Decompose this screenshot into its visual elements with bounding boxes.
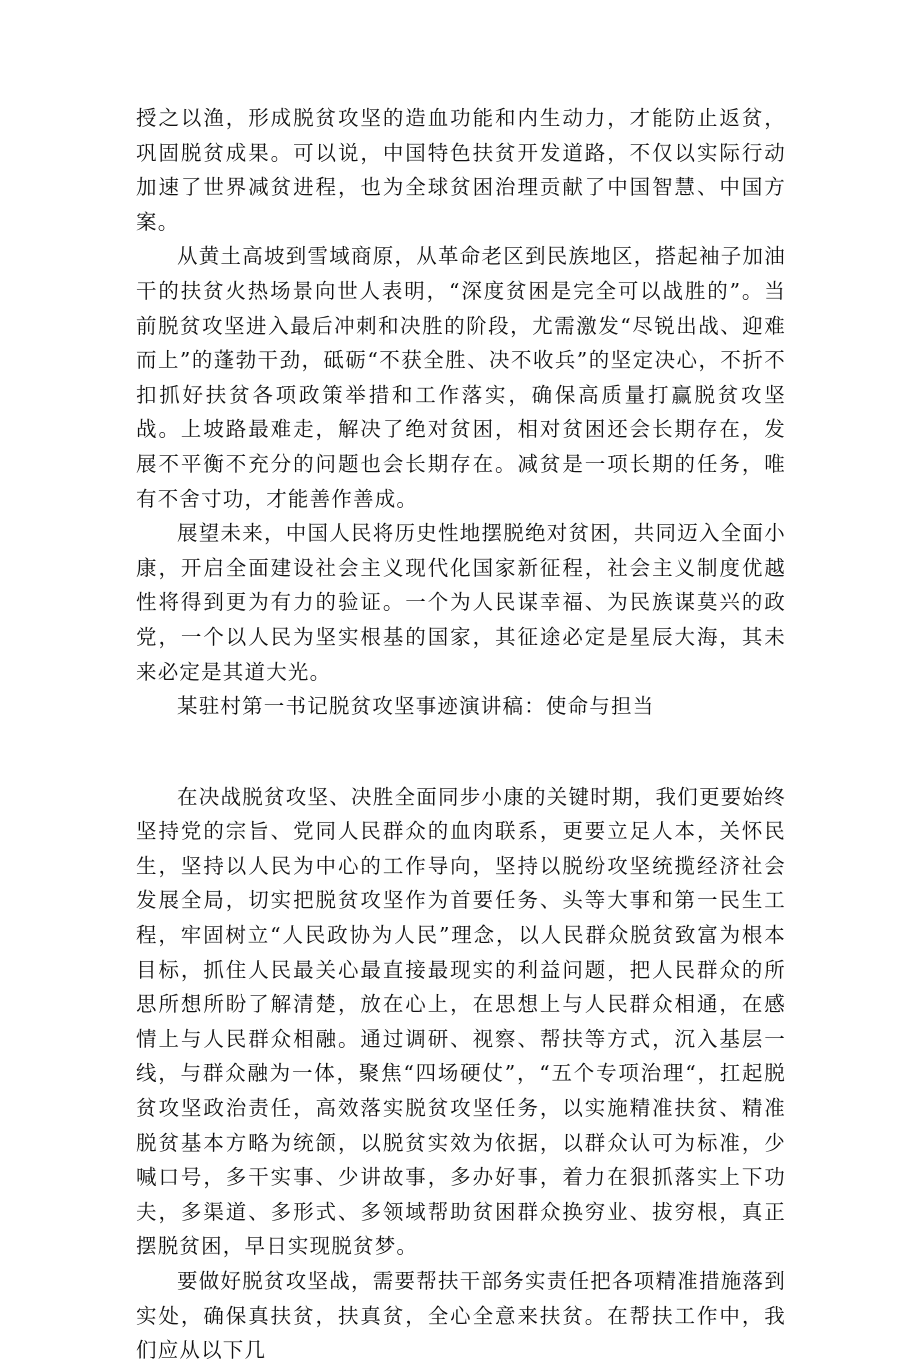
blank-line xyxy=(136,724,786,780)
paragraph-poverty-alleviation-work: 要做好脱贫攻坚战，需要帮扶干部务实责任把各项精准措施落到实处，确保真扶贫，扶真贫，全心全意来扶贫。在帮扶工作中，我们应从以下几 xyxy=(136,1269,786,1363)
paragraph-decisive-period: 在决战脱贫攻坚、决胜全面同步小康的关键时期，我们更要始终坚持党的宗旨、党同人民群众的血肉联系，更要立足人本，关怀民生，坚持以人民为中心的工作导向，坚持以脱纷攻坚统揽经济社会发展全局，切实把脱贫攻坚作为首要任务、头等大事和第一民生工程，牢固树立“人民政协为人民”理念，以人民群众脱贫致富为根本目标，抓住人民最关心最直接最现实的利益问题，把人民群众的所思所想所盼了解清楚，放在心上，在思想上与人民群众相通，在感情上与人民群众相融。通过调研、视察、帮扶等方式，沉入基层一线，与群众融为一体，聚焦“四场硬仗”，“五个专项治理“，扛起脱贫攻坚政治责任，高效落实脱贫攻坚任务，以实施精准扶贫、精准脱贫基本方略为统颌，以脱贫实效为依据，以群众认可为标准，少喊口号，多干实事、少讲故事，多办好事，着力在狠抓落实上下功夫，多渠道、多形式、多领域帮助贫困群众换穷业、拔穷根，真正摆脱贫困，早日实现脱贫梦。 xyxy=(136,784,786,1259)
paragraph-continuation: 授之以渔，形成脱贫攻坚的造血功能和内生动力，才能防止返贫，巩固脱贫成果。可以说，中国特色扶贫开发道路，不仅以实际行动加速了世界减贫进程，也为全球贫困治理贡献了中国智慧、中国方案。 xyxy=(136,106,786,234)
paragraph-outlook: 展望未来，中国人民将历史性地摆脱绝对贫困，共同迈入全面小康，开启全面建设社会主义现代化国家新征程，社会主义制度优越性将得到更为有力的验证。一个为人民谋幸福、为民族谋莫兴的政党，一个以人民为坚实根基的国家，其征途必定是星辰大海，其未来必定是其道大光。 xyxy=(136,521,786,684)
paragraph-yellow-plateau: 从黄土高坡到雪域商原，从革命老区到民族地区，搭起袖子加油干的扶贫火热场景向世人表明，“深度贫困是完全可以战胜的”。当前脱贫攻坚进入最后冲刺和决胜的阶段，尤需激发“尽锐出战、迎难而上”的蓬勃干劲，砥砺“不获全胜、决不收兵”的坚定决心，不折不扣抓好扶贫各项政策举措和工作落实，确保高质量打赢脱贫攻坚战。上坡路最难走，解决了绝对贫困，相对贫困还会长期存在，发展不平衡不充分的问题也会长期存在。减贫是一项长期的任务，唯有不舍寸功，才能善作善成。 xyxy=(136,244,786,511)
document-body xyxy=(136,101,786,1368)
section-title: 某驻村第一书记脱贫攻坚事迹演讲稿：使命与担当 xyxy=(177,694,655,719)
